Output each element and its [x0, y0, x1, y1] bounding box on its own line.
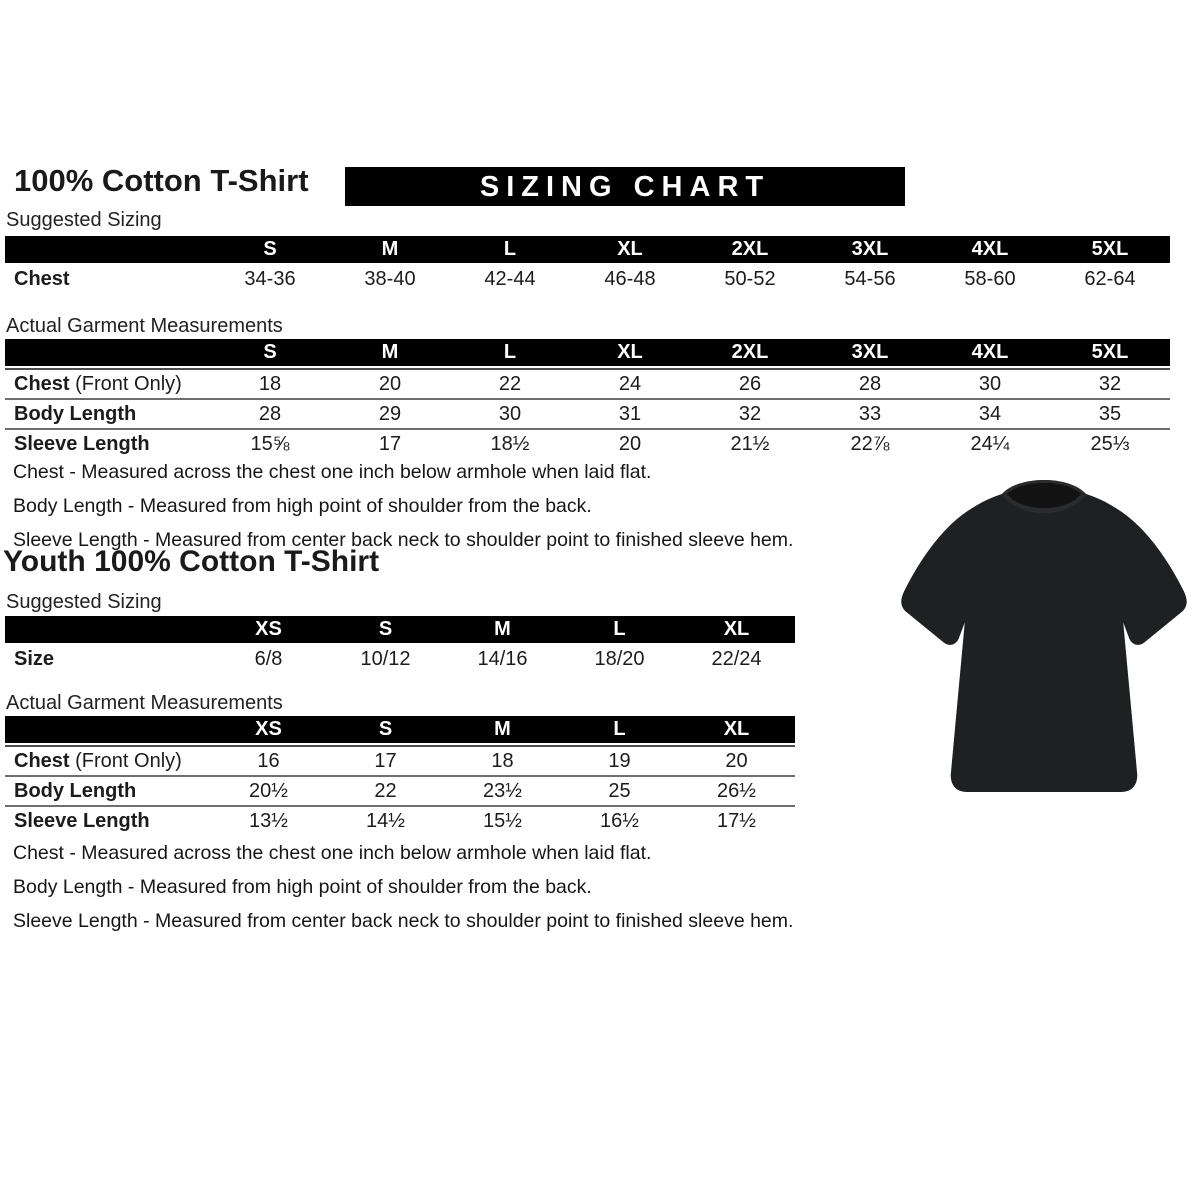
cell: 18½: [450, 428, 570, 458]
cell: 54-56: [844, 267, 896, 290]
header-spacer: [5, 339, 210, 368]
cell: 58-60: [964, 267, 1016, 290]
adult-suggested-sizing-table: [5, 236, 1170, 293]
size-column-header: XL: [678, 616, 795, 645]
header-row: [5, 339, 1170, 368]
row-label: [5, 745, 210, 775]
note-chest: Chest - Measured across the chest one inch below armhole when laid flat.: [13, 461, 652, 483]
adult-suggested-sizing-label: Suggested Sizing: [6, 209, 162, 231]
row-label: [5, 265, 210, 293]
table-row-chest: [5, 265, 1170, 293]
header-spacer: [5, 236, 210, 265]
size-column-header: L: [561, 616, 678, 645]
cell: 25⅓: [1050, 428, 1170, 458]
youth-suggested-sizing-label: Suggested Sizing: [6, 591, 162, 613]
cell: 24¼: [930, 428, 1050, 458]
cell: 17: [327, 745, 444, 775]
row-label-text: Size: [14, 647, 55, 670]
table-row-chest: [5, 368, 1170, 398]
header-spacer: [5, 616, 210, 645]
row-label-text: Sleeve Length: [14, 432, 150, 455]
size-column-header: M: [330, 339, 450, 368]
size-column-header: 5XL: [1050, 339, 1170, 368]
note-chest: Chest - Measured across the chest one inch below armhole when laid flat.: [13, 842, 652, 864]
cell: 22: [327, 775, 444, 805]
size-column-header: M: [444, 616, 561, 645]
size-column-header: XL: [570, 236, 690, 265]
adult-actual-measurements-table: [5, 339, 1170, 458]
header-row: [5, 616, 795, 645]
size-column-header: 2XL: [690, 339, 810, 368]
cell: 14½: [327, 805, 444, 835]
row-label: [5, 428, 210, 458]
cell: 29: [330, 398, 450, 428]
size-column-header: L: [561, 716, 678, 745]
note-sleeve-length: Sleeve Length - Measured from center back neck to shoulder point to finished sleeve hem.: [13, 529, 794, 551]
table-row-body-length: [5, 398, 1170, 428]
size-column-header: 3XL: [810, 339, 930, 368]
row-label: [5, 775, 210, 805]
row-label-text: Sleeve Length: [14, 809, 150, 832]
cell: 26½: [678, 775, 795, 805]
youth-section-title: Youth 100% Cotton T-Shirt: [3, 545, 380, 578]
cell: 46-48: [604, 267, 656, 290]
size-column-header: XL: [678, 716, 795, 745]
cell: 17½: [678, 805, 795, 835]
cell: 20½: [210, 775, 327, 805]
youth-measurement-notes: [13, 842, 793, 944]
cell: 24: [570, 368, 690, 398]
cell: 16½: [561, 805, 678, 835]
cell: 13½: [210, 805, 327, 835]
tshirt-product-image: [893, 474, 1195, 810]
cell: 23½: [444, 775, 561, 805]
table-row-sleeve-length: [5, 428, 1170, 458]
cell: 28: [210, 398, 330, 428]
row-label-text: Body Length: [14, 402, 137, 425]
size-column-header: L: [450, 236, 570, 265]
cell: 25: [561, 775, 678, 805]
row-label-text: Chest: [14, 749, 70, 772]
cell: 34: [930, 398, 1050, 428]
cell: 32: [1050, 368, 1170, 398]
cell: 10/12: [360, 647, 411, 670]
size-column-header: 3XL: [810, 236, 930, 265]
size-column-header: M: [330, 236, 450, 265]
row-label: [5, 645, 210, 673]
size-column-header: S: [327, 716, 444, 745]
cell: 28: [810, 368, 930, 398]
youth-actual-measurements-table: [5, 716, 795, 835]
cell: 31: [570, 398, 690, 428]
cell: 30: [450, 398, 570, 428]
cell: 34-36: [244, 267, 296, 290]
cell: 15⅝: [210, 428, 330, 458]
cell: 22⅞: [810, 428, 930, 458]
row-label-suffix: (Front Only): [69, 372, 182, 395]
cell: 17: [330, 428, 450, 458]
cell: 42-44: [484, 267, 536, 290]
cell: 22/24: [711, 647, 762, 670]
header-row: [5, 716, 795, 745]
size-column-header: 5XL: [1050, 236, 1170, 265]
table-row-body-length: [5, 775, 795, 805]
table-row-sleeve-length: [5, 805, 795, 835]
sizing-chart-banner: SIZING CHART: [345, 167, 905, 206]
size-column-header: 4XL: [930, 339, 1050, 368]
row-label-text: Body Length: [14, 779, 137, 802]
cell: 21½: [690, 428, 810, 458]
header-row: [5, 236, 1170, 265]
cell: 16: [210, 745, 327, 775]
size-column-header: L: [450, 339, 570, 368]
row-label-text: Chest: [14, 372, 70, 395]
row-label: [5, 805, 210, 835]
row-label: [5, 368, 210, 398]
cell: 20: [678, 745, 795, 775]
size-column-header: S: [327, 616, 444, 645]
cell: 38-40: [364, 267, 416, 290]
size-column-header: S: [210, 339, 330, 368]
cell: 14/16: [477, 647, 528, 670]
youth-suggested-sizing-table: [5, 616, 795, 673]
note-body-length: Body Length - Measured from high point of shoulder from the back.: [13, 876, 592, 898]
size-column-header: S: [210, 236, 330, 265]
note-sleeve-length: Sleeve Length - Measured from center back neck to shoulder point to finished sleeve hem.: [13, 910, 794, 932]
row-label: [5, 398, 210, 428]
size-column-header: 4XL: [930, 236, 1050, 265]
header-spacer: [5, 716, 210, 745]
table-row-chest: [5, 745, 795, 775]
size-column-header: XS: [210, 716, 327, 745]
cell: 15½: [444, 805, 561, 835]
cell: 22: [450, 368, 570, 398]
cell: 6/8: [254, 647, 283, 670]
cell: 50-52: [724, 267, 776, 290]
table-row-size: [5, 645, 795, 673]
cell: 19: [561, 745, 678, 775]
size-column-header: M: [444, 716, 561, 745]
page-title: 100% Cotton T-Shirt: [14, 163, 309, 198]
cell: 35: [1050, 398, 1170, 428]
size-column-header: XL: [570, 339, 690, 368]
youth-actual-measurements-label: Actual Garment Measurements: [6, 692, 283, 714]
cell: 20: [570, 428, 690, 458]
row-label-suffix: (Front Only): [69, 749, 182, 772]
size-column-header: XS: [210, 616, 327, 645]
cell: 62-64: [1084, 267, 1136, 290]
cell: 18/20: [594, 647, 645, 670]
cell: 30: [930, 368, 1050, 398]
cell: 18: [210, 368, 330, 398]
size-column-header: 2XL: [690, 236, 810, 265]
cell: 26: [690, 368, 810, 398]
note-body-length: Body Length - Measured from high point of shoulder from the back.: [13, 495, 592, 517]
tshirt-body-shape: [901, 480, 1186, 792]
cell: 32: [690, 398, 810, 428]
adult-actual-measurements-label: Actual Garment Measurements: [6, 315, 283, 337]
cell: 33: [810, 398, 930, 428]
cell: 18: [444, 745, 561, 775]
cell: 20: [330, 368, 450, 398]
row-label-text: Chest: [14, 267, 70, 290]
